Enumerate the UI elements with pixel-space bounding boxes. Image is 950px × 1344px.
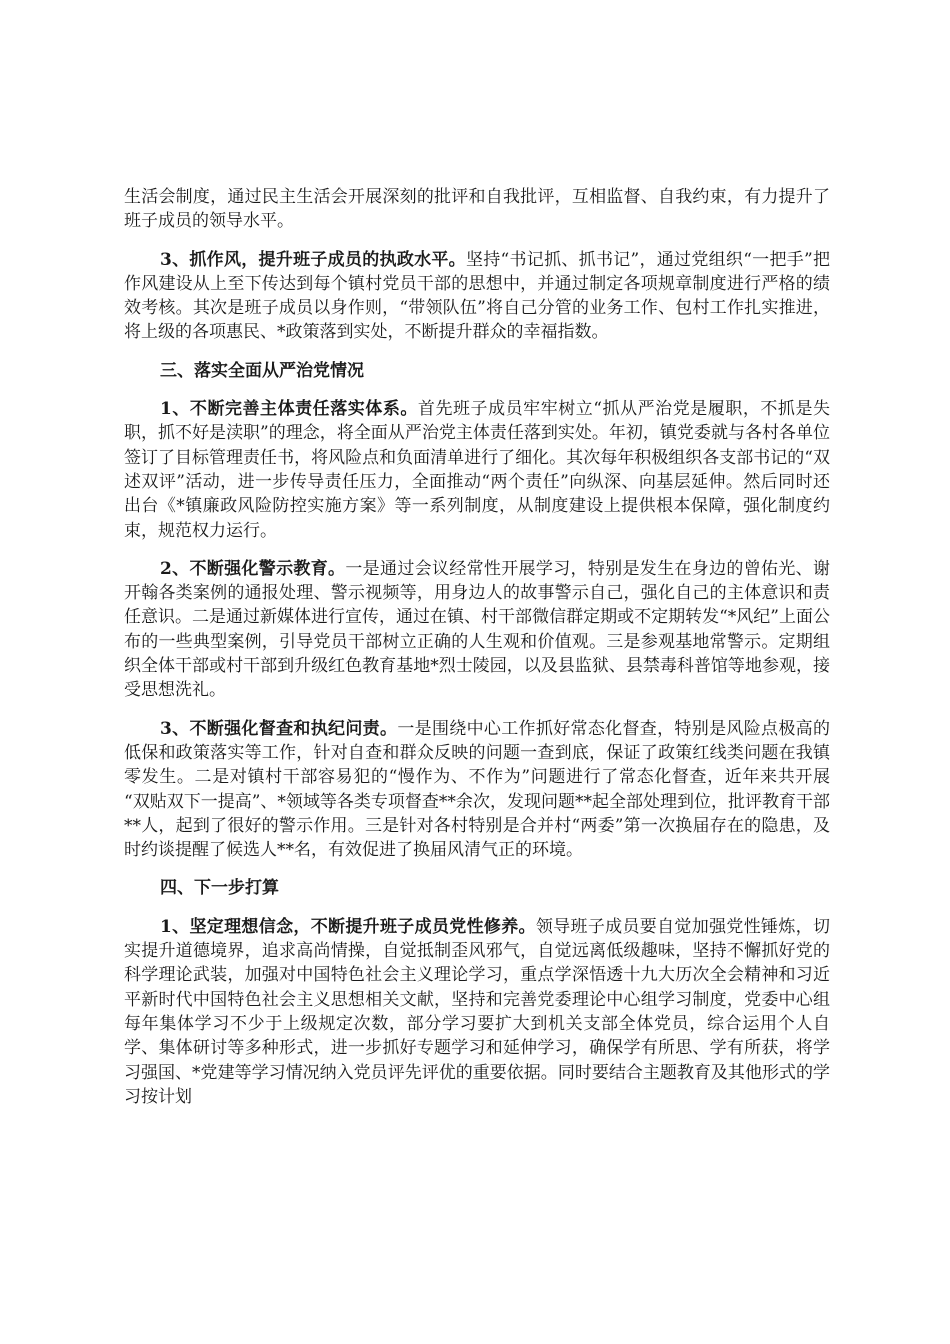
paragraph-text: 坚持“书记抓、抓书记”，通过党组织“一把手”把作风建设从上至下传达到每个镇村党员干部的思想中，并通过制定各项规章制度进行严格的绩效考核。其次是班子成员以身作则，“带领队伍”将自己分管的业务工作、包村工作扎实推进，将上级的各项惠民、*政策落到实处，不断提升群众的幸福指数。 (124, 249, 831, 343)
document-body (124, 185, 830, 1123)
paragraph-work-style (124, 248, 830, 345)
paragraph-text: 首先班子成员牢牢树立“抓从严治党是履职，不抓是失职，抓不好是渎职”的理念，将全面从严治党主体责任落到实处。年初，镇党委就与各村各单位签订了目标管理责任书，将风险点和负面清单进行了细化。其次每年积极组织各支部书记的“双述双评”活动，进一步传导责任压力，全面推动“两个责任”向纵深、向基层延伸。然后同时还出台《*镇廉政风险防控实施方案》等一系列制度，从制度建设上提供根本保障，强化制度约束，规范权力运行。 (124, 399, 831, 541)
paragraph-lead: 1、坚定理想信念，不断提升班子成员党性修养。 (160, 916, 536, 937)
paragraph-lead: 3、抓作风，提升班子成员的执政水平。 (160, 249, 466, 270)
section-heading-4: 四、下一步打算 (160, 878, 279, 899)
paragraph-lead: 3、不断强化督查和执纪问责。 (160, 718, 398, 739)
paragraph-responsibility-system (124, 397, 830, 543)
section-heading-3: 三、落实全面从严治党情况 (160, 360, 364, 381)
paragraph-ideals-beliefs (124, 915, 830, 1109)
paragraph-lead: 1、不断完善主体责任落实体系。 (160, 399, 418, 420)
paragraph-text: 生活会制度，通过民主生活会开展深刻的批评和自我批评，互相监督、自我约束，有力提升了班子成员的领导水平。 (124, 187, 830, 232)
paragraph-warning-education (124, 557, 830, 703)
paragraph-text: 一是围绕中心工作抓好常态化督查，特别是风险点极高的低保和政策落实等工作，针对自查和群众反映的问题一查到底，保证了政策红线类问题在我镇零发生。二是对镇村干部容易犯的“慢作为、不作为”问题进行了常态化督查，近年来共开展 “双贴双下一提高”、*领域等各类专项督查**余次，发现问题**起全部处理到位，批评教育干部**人，起到了很好的警示作用。三是针对各村特别是合并村“两委”第一次换届存在的隐患，及时约谈提醒了候选人**名，有效促进了换届风清气正的环境。 (124, 718, 830, 861)
paragraph-lead: 2、不断强化警示教育。 (160, 558, 346, 579)
paragraph-continuation (124, 185, 830, 234)
paragraph-text: 领导班子成员要自觉加强党性锤炼，切实提升道德境界，追求高尚情操，自觉抵制歪风邪气，自觉远离低级趣味，坚持不懈抓好党的科学理论武装，加强对中国特色社会主义理论学习，重点学深悟透十九大历次全会精神和习近平新时代中国特色社会主义思想相关文献，坚持和完善党委理论中心组学习制度，党委中心组每年集体学习不少于上级规定次数，部分学习要扩大到机关支部全体党员，综合运用个人自学、集体研讨等多种形式，进一步抓好专题学习和延伸学习，确保学有所思、学有所获，将学习强国、*党建等学习情况纳入党员评先评优的重要依据。同时要结合主题教育及其他形式的学习按计划 (124, 916, 830, 1107)
paragraph-text: 一是通过会议经常性开展学习，特别是发生在身边的曾佑光、谢开翰各类案例的通报处理、警示视频等，用身边人的故事警示自己，强化自己的主体意识和责任意识。二是通过新媒体进行宣传，通过在镇、村干部微信群定期或不定期转发“*风纪”上面公布的一些典型案例，引导党员干部树立正确的人生观和价值观。三是参观基地常警示。定期组织全体干部或村干部到升级红色教育基地*烈士陵园，以及县监狱、县禁毒科普馆等地参观，接受思想洗礼。 (124, 558, 830, 701)
paragraph-supervision (124, 717, 830, 863)
